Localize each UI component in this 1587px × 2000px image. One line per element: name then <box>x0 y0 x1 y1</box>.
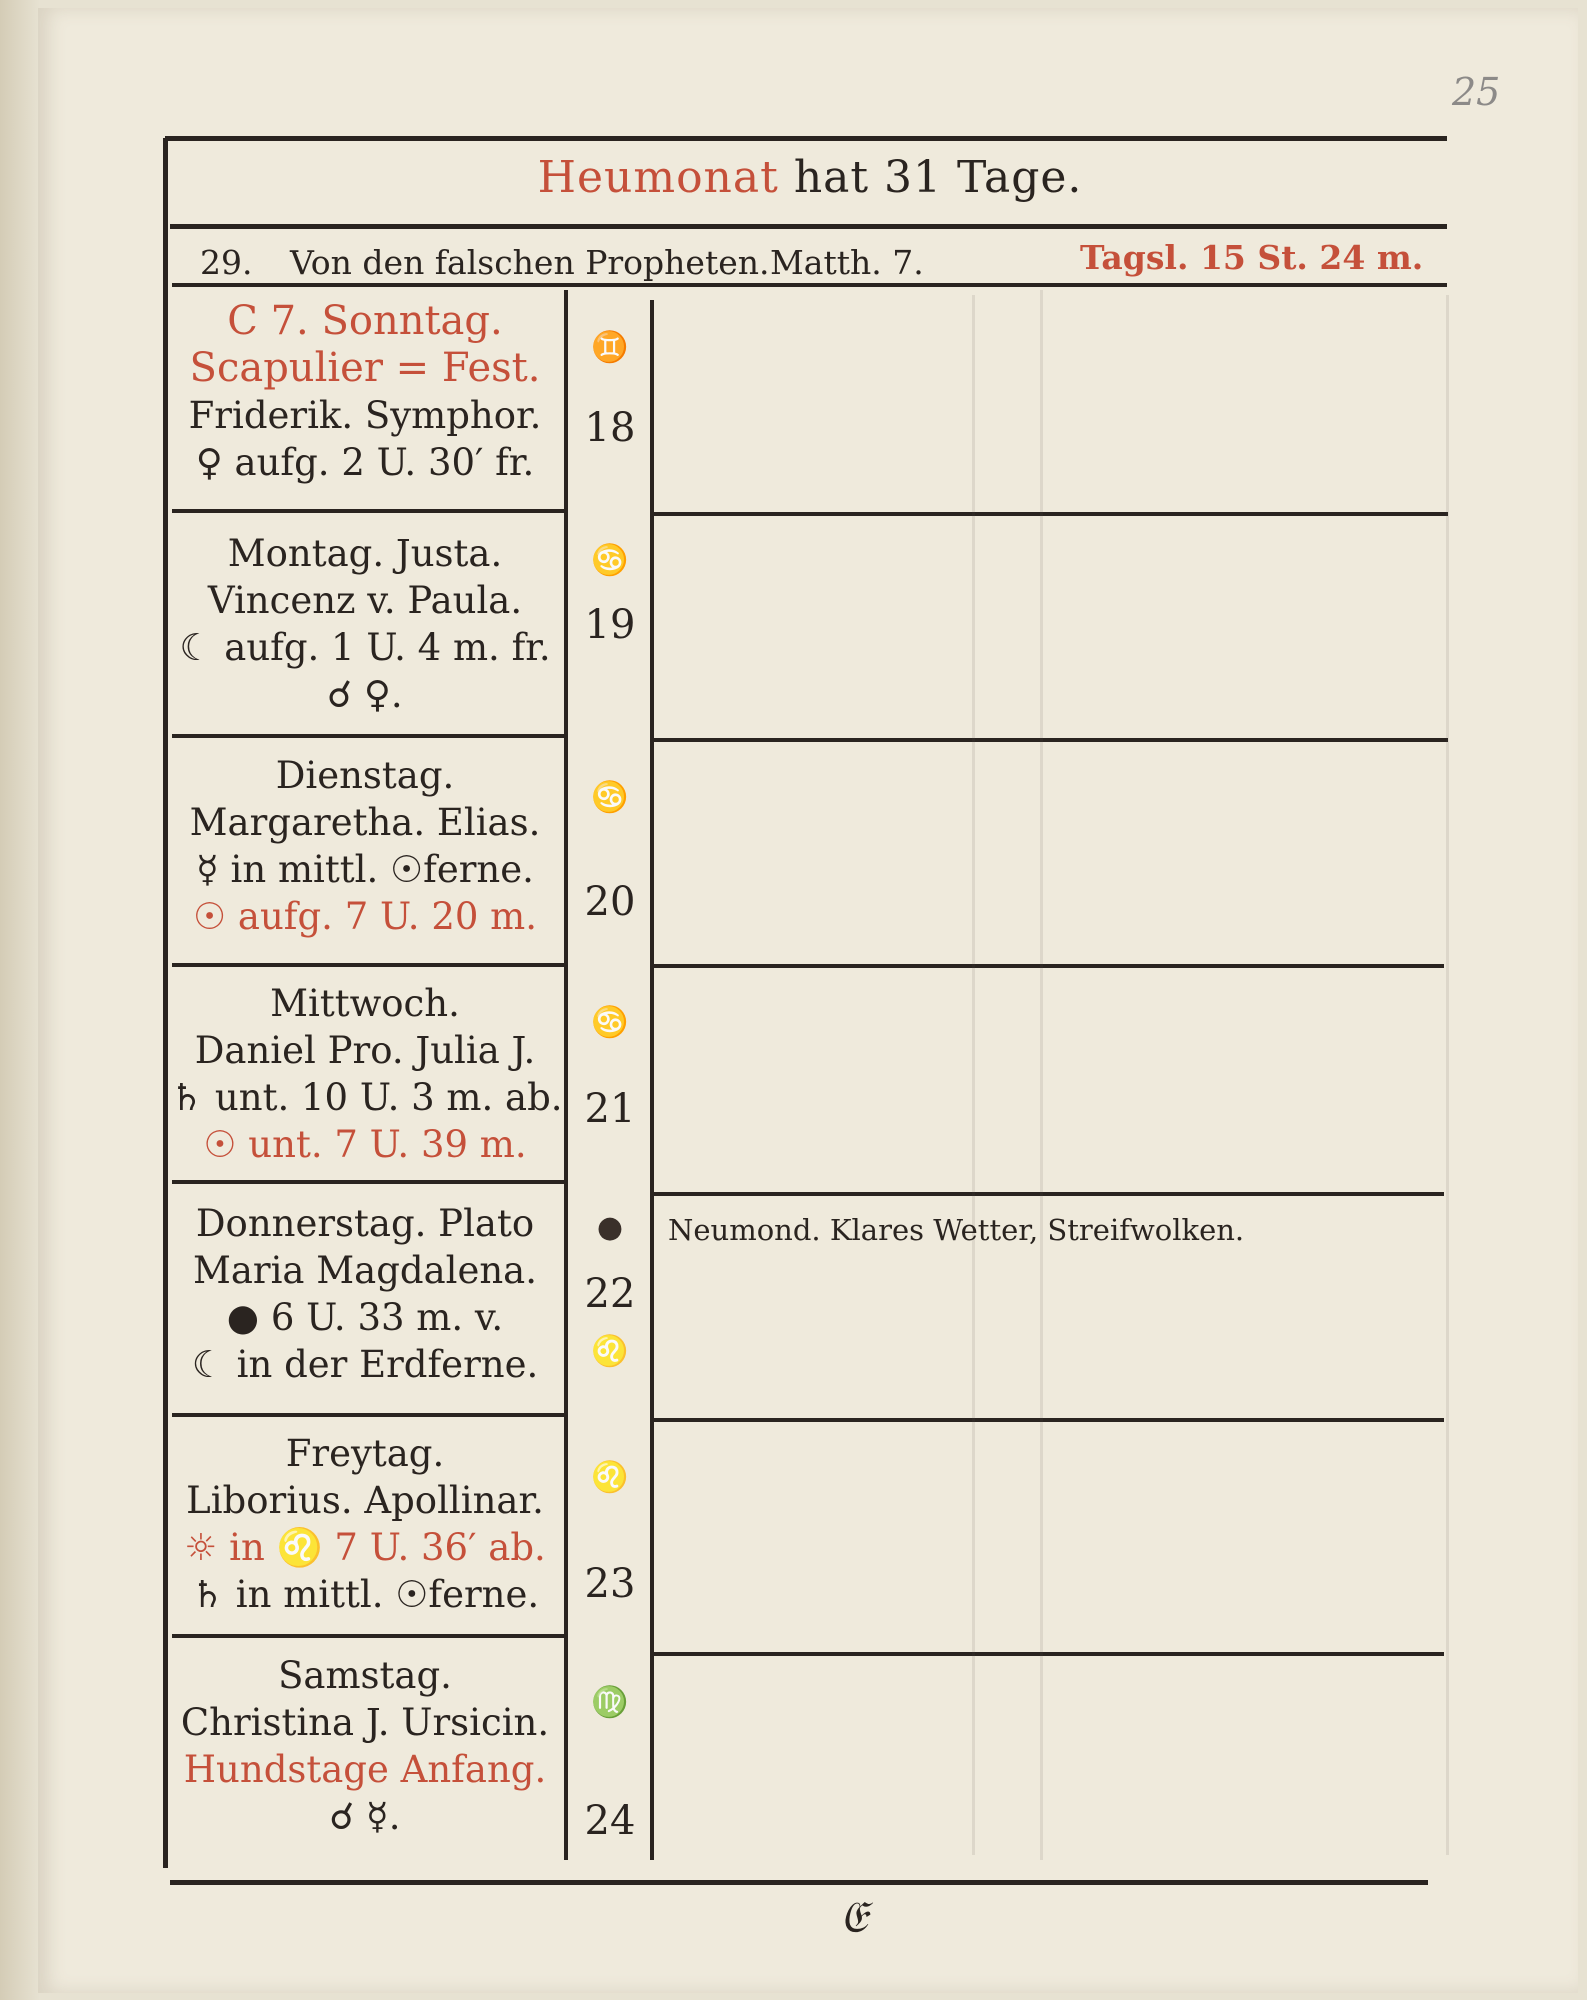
day-number: 22 <box>584 1271 636 1317</box>
day-number-cell <box>568 775 652 925</box>
day-line: Margaretha. Elias. <box>189 801 541 844</box>
zodiac-sign-icon: ♍ <box>591 1685 629 1720</box>
row-separator <box>654 738 1448 742</box>
day-line: Friderik. Symphor. <box>188 394 542 437</box>
day-line: ☼ in ♌ 7 U. 36′ ab. <box>184 1526 546 1569</box>
title-rule <box>170 224 1447 229</box>
day-line: ♄ unt. 10 U. 3 m. ab. <box>170 1076 563 1119</box>
bottom-rule <box>170 1880 1428 1885</box>
day-line: Samstag. <box>278 1654 452 1697</box>
day-number-cell <box>568 1455 652 1607</box>
day-line: ♀ aufg. 2 U. 30′ fr. <box>195 441 535 484</box>
day-entry <box>170 1430 560 1618</box>
month-days: hat 31 Tage. <box>793 152 1083 203</box>
day-number: 24 <box>584 1798 636 1844</box>
day-line: Scapulier = Fest. <box>189 345 541 391</box>
day-line: Freytag. <box>285 1432 445 1475</box>
row-separator <box>654 512 1448 516</box>
row-separator <box>172 1413 564 1417</box>
day-line: C 7. Sonntag. <box>227 298 503 344</box>
row-separator <box>172 1634 564 1638</box>
day-number-cell <box>568 1680 652 1844</box>
zodiac-sign-icon: ♋ <box>591 1005 629 1040</box>
day-line: Montag. Justa. <box>227 532 503 575</box>
row-separator <box>654 1192 1444 1196</box>
day-line: ☿ in mittl. ☉ferne. <box>196 848 534 891</box>
row-separator <box>172 1180 564 1184</box>
day-line: Daniel Pro. Julia J. <box>194 1029 536 1072</box>
day-line: Dienstag. <box>275 754 455 797</box>
day-line: ☌ ♀. <box>327 673 403 716</box>
row-separator <box>654 1418 1444 1422</box>
gospel-title: Von den falschen Propheten. <box>290 243 770 282</box>
day-number-cell <box>568 325 652 451</box>
subhead-rule <box>172 283 1447 287</box>
day-number: 20 <box>584 879 636 925</box>
zodiac-sign-icon: ♋ <box>591 543 629 578</box>
day-number-cell <box>568 1205 652 1375</box>
day-entry <box>170 752 560 940</box>
signature-mark: 𝔈 <box>840 1892 867 1943</box>
day-entry <box>170 1652 560 1840</box>
day-line: Hundstage Anfang. <box>183 1748 547 1791</box>
month-name: Heumonat <box>537 152 779 203</box>
day-line: ☾ in der Erdferne. <box>191 1343 539 1386</box>
day-number: 18 <box>584 405 636 451</box>
top-rule <box>165 136 1447 141</box>
row-separator <box>654 1652 1444 1656</box>
day-line: Donnerstag. Plato <box>195 1202 535 1245</box>
day-line: Liborius. Apollinar. <box>186 1479 544 1522</box>
month-title <box>170 152 1450 203</box>
day-number: 19 <box>584 602 636 648</box>
day-line: Vincenz v. Paula. <box>207 579 523 622</box>
day-number-cell <box>568 538 652 648</box>
day-line: ☌ ☿. <box>329 1795 401 1838</box>
day-line: ● 6 U. 33 m. v. <box>226 1296 504 1339</box>
day-line: Maria Magdalena. <box>192 1249 538 1292</box>
day-line: ☾ aufg. 1 U. 4 m. fr. <box>179 626 551 669</box>
day-line: Christina J. Ursicin. <box>180 1701 550 1744</box>
daylight-length: Tagsl. 15 St. 24 m. <box>1080 238 1424 277</box>
day-entry <box>170 980 563 1168</box>
row-separator <box>172 509 564 513</box>
page-number: 25 <box>1452 70 1501 114</box>
day-line: ☉ unt. 7 U. 39 m. <box>203 1123 527 1166</box>
show-through-line <box>1040 290 1043 1860</box>
zodiac-sign-icon: ♋ <box>591 780 629 815</box>
show-through-line <box>972 295 975 1855</box>
weather-note: Neumond. Klares Wetter, Streifwolken. <box>668 1213 1245 1247</box>
day-number: 21 <box>584 1086 636 1132</box>
book-spine-shadow <box>0 0 40 2000</box>
zodiac-sign-icon: ♌ <box>591 1460 629 1495</box>
left-border <box>163 138 168 1868</box>
day-entry <box>170 530 560 718</box>
day-line: Mittwoch. <box>270 982 460 1025</box>
show-through-line <box>1446 295 1449 1855</box>
row-separator <box>654 964 1444 968</box>
day-entry <box>170 298 560 486</box>
day-line: ☉ aufg. 7 U. 20 m. <box>192 895 538 938</box>
day-number-cell <box>568 1000 652 1132</box>
day-number: 23 <box>584 1561 636 1607</box>
row-separator <box>172 734 564 738</box>
week-number: 29. <box>200 243 253 282</box>
gospel-reference: Matth. 7. <box>770 243 924 282</box>
row-separator <box>172 963 564 967</box>
zodiac-sign-icon: ♌ <box>591 1334 629 1369</box>
day-entry <box>170 1200 560 1388</box>
zodiac-sign-icon: ♊ <box>591 330 629 365</box>
day-line: ♄ in mittl. ☉ferne. <box>190 1573 540 1616</box>
new-moon-icon: ● <box>596 1210 624 1245</box>
